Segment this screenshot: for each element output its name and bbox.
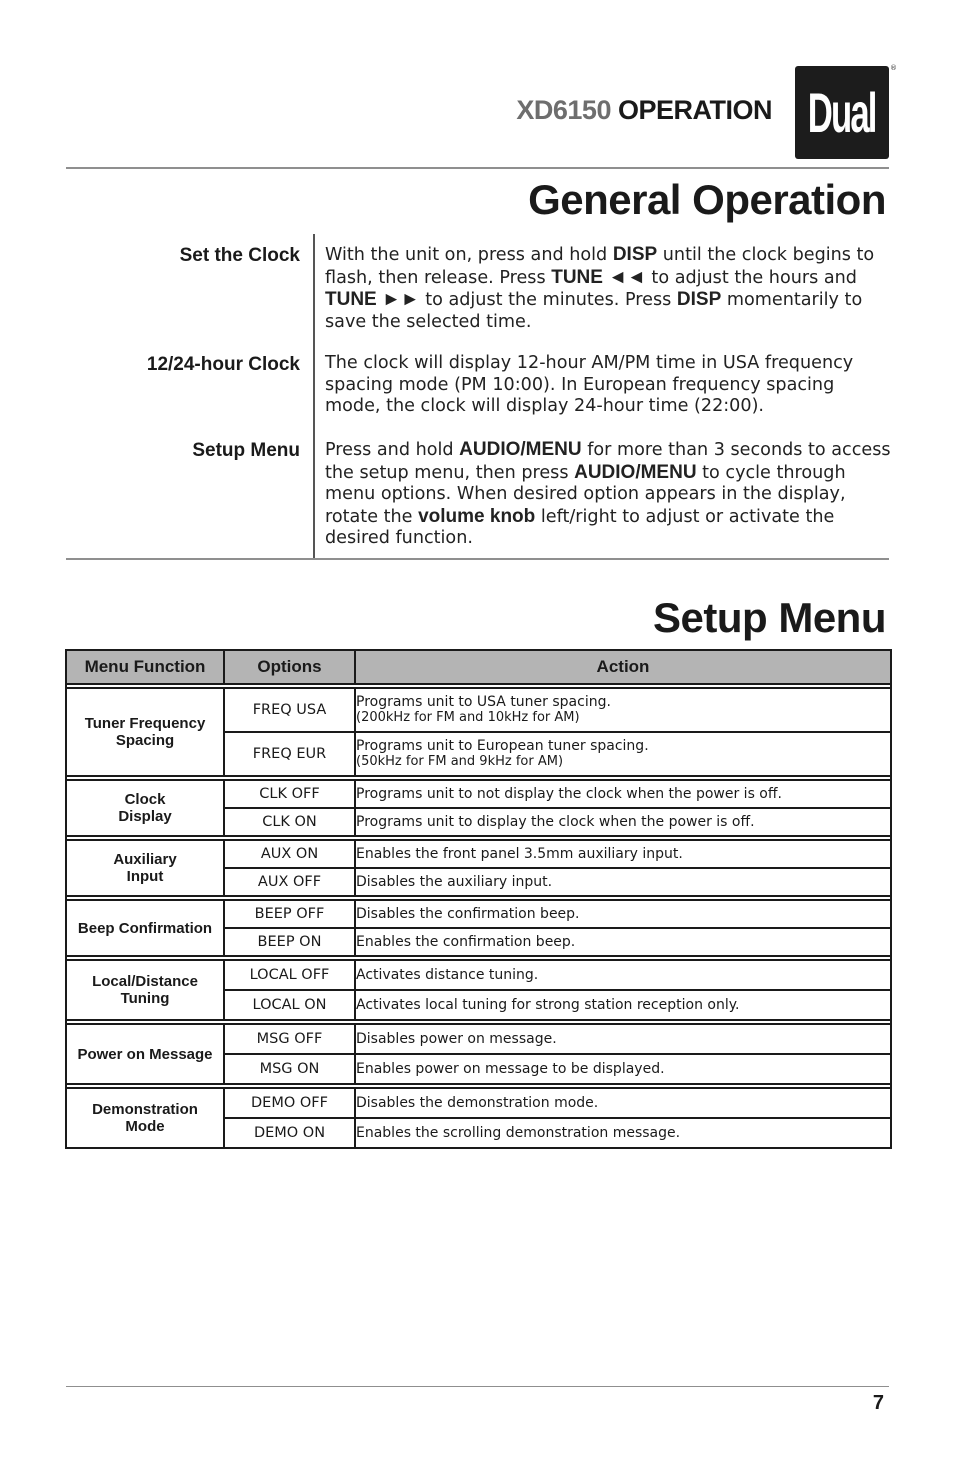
menu-function-label: Mode [125, 1118, 165, 1135]
action-text: Enables the scrolling demonstration message. [356, 1125, 681, 1141]
option-cell: DEMO OFF [224, 1088, 355, 1118]
menu-function-cell [66, 960, 224, 1020]
menu-function-label: Display [118, 808, 172, 825]
action-cell [355, 808, 891, 836]
button-name: AUDIO/MENU [459, 439, 582, 460]
menu-function-label: Demonstration [92, 1101, 198, 1118]
model-name: XD6150 [516, 95, 611, 125]
setup-menu-title: Setup Menu [653, 594, 886, 641]
option-cell: LOCAL OFF [224, 960, 355, 990]
text-run: Press and hold [325, 440, 460, 460]
menu-function-cell [66, 900, 224, 956]
menu-function-cell [66, 780, 224, 836]
op-text-setup-menu [325, 439, 891, 550]
button-name: volume knob [418, 505, 536, 527]
action-text: Disables the demonstration mode. [356, 1095, 599, 1111]
action-text: Enables power on message to be displayed. [356, 1061, 665, 1077]
column-divider [313, 234, 315, 558]
option-cell: MSG OFF [224, 1024, 355, 1054]
action-text: Enables the front panel 3.5mm auxiliary input. [356, 846, 683, 862]
op-text-12-24-clock [325, 353, 891, 418]
menu-function-label: Power on Message [77, 1045, 213, 1063]
table-row [66, 960, 891, 990]
option-cell: AUX OFF [224, 868, 355, 896]
action-cell [355, 1088, 891, 1118]
text-run: until the clock begins to flash, then release. Press [325, 245, 875, 288]
action-text: Activates distance tuning. [356, 967, 539, 983]
action-note: (200kHz for FM and 10kHz for AM) [356, 710, 580, 725]
table-row [66, 1088, 891, 1118]
action-cell [355, 1024, 891, 1054]
header-options: Options [224, 650, 355, 684]
setup-menu-table [65, 649, 892, 1149]
menu-function-label: Tuner Frequency [84, 715, 206, 732]
text-run: left/right to adjust or activate the desired function. [325, 506, 835, 549]
option-cell: LOCAL ON [224, 990, 355, 1020]
op-label-setup-menu: Setup Menu [192, 440, 300, 461]
table-row [66, 688, 891, 732]
header-title [516, 95, 772, 126]
action-note: (50kHz for FM and 9kHz for AM) [356, 754, 564, 769]
text-run: to adjust the hours and [645, 267, 857, 288]
table-body [66, 684, 891, 1148]
action-text: Programs unit to display the clock when the power is off. [356, 814, 755, 830]
menu-function-cell [66, 688, 224, 776]
page-number: 7 [872, 1392, 884, 1414]
action-cell [355, 780, 891, 808]
action-text: Enables the confirmation beep. [356, 934, 576, 950]
text-run: With the unit on, press and hold [325, 245, 613, 265]
table-row [66, 1024, 891, 1054]
table-row [66, 780, 891, 808]
button-name: TUNE ►► [325, 289, 420, 311]
button-name: AUDIO/MENU [574, 461, 697, 483]
menu-function-label: Auxiliary [113, 851, 177, 868]
option-cell: CLK ON [224, 808, 355, 836]
action-cell [355, 990, 891, 1020]
action-cell [355, 928, 891, 956]
button-name: TUNE ◄◄ [551, 266, 646, 288]
top-divider [66, 167, 889, 169]
option-cell: FREQ EUR [224, 732, 355, 776]
option-cell: CLK OFF [224, 780, 355, 808]
action-cell [355, 732, 891, 776]
menu-function-cell [66, 1088, 224, 1148]
action-text: Disables the auxiliary input. [356, 874, 553, 890]
table-header-row [66, 650, 891, 684]
action-cell [355, 900, 891, 928]
button-name: DISP [676, 289, 722, 311]
action-text: Programs unit to European tuner spacing. [356, 738, 649, 754]
option-cell: BEEP ON [224, 928, 355, 956]
menu-function-label: Clock [124, 791, 166, 808]
action-cell [355, 1054, 891, 1084]
action-cell [355, 688, 891, 732]
menu-function-label: Spacing [115, 732, 175, 749]
action-cell [355, 1118, 891, 1148]
general-operation-title: General Operation [528, 176, 886, 223]
action-text: Programs unit to USA tuner spacing. [356, 694, 611, 710]
action-cell [355, 960, 891, 990]
op-text-set-clock [325, 244, 891, 333]
action-cell [355, 840, 891, 868]
op-label-set-clock: Set the Clock [179, 245, 300, 266]
menu-function-cell [66, 1024, 224, 1084]
registered-mark-icon: ® [890, 64, 897, 72]
text-run: The clock will display 12-hour AM/PM time in USA frequency spacing mode (PM 10:00). In European frequency spacing mode, the clock will display 24-hour time (22:00). [325, 353, 854, 417]
op-label-12-24-clock: 12/24-hour Clock [146, 354, 300, 375]
header-menu-function: Menu Function [66, 650, 224, 684]
action-text: Disables the confirmation beep. [356, 906, 580, 922]
option-cell: MSG ON [224, 1054, 355, 1084]
logo-text: Dual [808, 80, 876, 144]
option-cell: FREQ USA [224, 688, 355, 732]
text-run: to cycle through menu options. When desired option appears in the display, rotate the [325, 462, 846, 527]
operation-label: OPERATION [617, 95, 772, 125]
option-cell: BEEP OFF [224, 900, 355, 928]
action-text: Activates local tuning for strong station reception only. [356, 997, 740, 1013]
menu-function-label: Tuning [120, 990, 170, 1007]
dual-logo [795, 66, 889, 159]
text-run: to adjust the minutes. Press [419, 290, 677, 311]
menu-function-cell [66, 840, 224, 896]
text-run: momentarily to save the selected time. [325, 290, 863, 332]
table-row [66, 900, 891, 928]
action-text: Programs unit to not display the clock when the power is off. [356, 786, 782, 802]
menu-function-label: Input [126, 868, 164, 885]
table-row [66, 840, 891, 868]
menu-function-label: Beep Confirmation [77, 919, 213, 937]
action-text: Disables power on message. [356, 1031, 557, 1047]
option-cell: AUX ON [224, 840, 355, 868]
text-run: for more than 3 seconds to access the setup menu, then press [325, 440, 891, 483]
middle-divider [66, 558, 889, 560]
menu-function-label: Local/Distance [92, 973, 198, 990]
action-cell [355, 868, 891, 896]
bottom-divider [66, 1386, 889, 1387]
button-name: DISP [612, 244, 658, 265]
option-cell: DEMO ON [224, 1118, 355, 1148]
header-action: Action [355, 650, 891, 684]
